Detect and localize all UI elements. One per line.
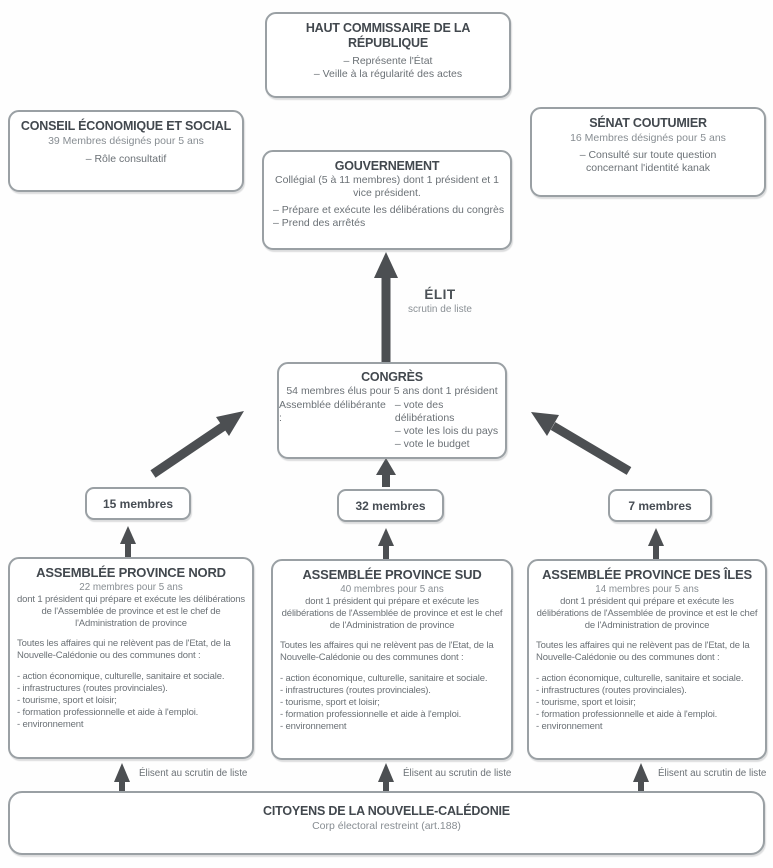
assemblee-nord-scope: Toutes les affaires qui ne relèvent pas de l'Etat, de la Nouvelle-Calédonie ou des communes dont :	[17, 638, 231, 661]
task-item: - tourisme, sport et loisir;	[536, 697, 636, 708]
badge-sud-label: 32 membres	[355, 498, 426, 513]
arrow-congres-to-gouvernement	[374, 252, 398, 362]
assemblee-sud-president: dont 1 président qui prépare et exécute les délibérations de l'Assemblée de province et est le chef de l'Administration de province	[281, 596, 503, 631]
assemblee-nord-members: 22 membres pour 5 ans	[79, 582, 183, 593]
congres-deliberante-row	[279, 399, 505, 451]
elit-sublabel-text: scrutin de liste	[408, 304, 472, 315]
task-item: - formation professionnelle et aide à l'emploi.	[17, 707, 199, 718]
elit-label-text: ÉLIT	[424, 287, 456, 302]
task-item: - infrastructures (routes provinciales).	[536, 685, 687, 696]
task-item: - tourisme, sport et loisir;	[17, 695, 117, 706]
box-assemblee-iles	[527, 559, 767, 760]
congres-votes-list	[395, 399, 505, 451]
box-citoyens	[8, 791, 765, 855]
badge-iles-label: 7 membres	[628, 498, 692, 513]
task-item: - infrastructures (routes provinciales).	[280, 685, 431, 696]
task-item: - action économique, culturelle, sanitaire et sociale.	[536, 673, 744, 684]
badge-nord-label: 15 membres	[102, 496, 174, 511]
congres-vote-item: – vote des délibérations	[394, 399, 455, 424]
arrow-citoyens-to-nord	[114, 763, 130, 791]
arrow-iles-to-congres	[531, 412, 629, 471]
box-gouvernement	[262, 150, 512, 250]
congres-vote-item: – vote le budget	[394, 438, 470, 450]
congres-deliberante-label: Assemblée délibérante :	[279, 399, 386, 424]
badge-sud-membres	[337, 489, 444, 522]
elisent-label-iles: Élisent au scrutin de liste	[658, 768, 767, 779]
badge-iles-membres	[608, 489, 712, 522]
assemblee-iles-title: ASSEMBLÉE PROVINCE DES ÎLES	[542, 567, 752, 582]
task-item: - formation professionnelle et aide à l'emploi.	[280, 709, 462, 720]
task-item: - infrastructures (routes provinciales).	[17, 683, 168, 694]
elit-label	[399, 287, 481, 315]
elisent-label-nord: Élisent au scrutin de liste	[139, 768, 248, 779]
citoyens-title: CITOYENS DE LA NOUVELLE-CALÉDONIE	[263, 804, 510, 818]
gouvernement-subtitle: Collégial (5 à 11 membres) dont 1 président et 1 vice président.	[275, 174, 499, 199]
conseil-item: – Rôle consultatif	[85, 153, 167, 165]
haut-commissaire-item: – Veille à la régularité des actes	[313, 68, 463, 80]
arrow-nord-to-congres	[153, 411, 244, 474]
assemblee-iles-members: 14 membres pour 5 ans	[595, 584, 699, 595]
gouvernement-item: – Prépare et exécute les délibérations du congrès	[273, 204, 505, 216]
arrow-citoyens-to-sud	[378, 763, 394, 791]
conseil-title: CONSEIL ÉCONOMIQUE ET SOCIAL	[20, 119, 232, 133]
assemblee-sud-scope: Toutes les affaires qui ne relèvent pas de l'Etat, de la Nouvelle-Calédonie ou des communes dont :	[280, 640, 494, 663]
congres-subtitle: 54 membres élus pour 5 ans dont 1 président	[286, 385, 498, 397]
assemblee-iles-president: dont 1 président qui prépare et exécute les délibérations de l'Assemblée de province et est le chef de l'Administration de province	[536, 596, 758, 631]
assemblee-nord-title: ASSEMBLÉE PROVINCE NORD	[36, 565, 226, 580]
task-item: - action économique, culturelle, sanitaire et sociale.	[280, 673, 488, 684]
task-item: - environnement	[280, 721, 347, 732]
gouvernement-item: – Prend des arrêtés	[273, 217, 366, 229]
arrow-assemblee-iles-to-badge	[648, 528, 664, 559]
assemblee-sud-title: ASSEMBLÉE PROVINCE SUD	[302, 567, 482, 582]
box-haut-commissaire	[265, 12, 511, 98]
congres-title: CONGRÈS	[361, 370, 423, 384]
haut-commissaire-item: – Représente l'État	[343, 55, 433, 67]
box-senat-coutumier	[530, 107, 766, 197]
assemblee-sud-members: 40 membres pour 5 ans	[340, 584, 444, 595]
citoyens-subtitle: Corp électoral restreint (art.188)	[312, 820, 461, 832]
haut-commissaire-title: HAUT COMMISSAIRE DE LA RÉPUBLIQUE	[305, 21, 471, 50]
senat-item: – Consulté sur toute question concernant l'identité kanak	[579, 149, 717, 174]
task-item: - environnement	[536, 721, 603, 732]
arrow-citoyens-to-iles	[633, 763, 649, 791]
senat-subtitle: 16 Membres désignés pour 5 ans	[570, 132, 726, 144]
box-conseil-economique	[8, 110, 244, 192]
badge-nord-membres	[85, 487, 191, 520]
elisent-label-sud: Élisent au scrutin de liste	[403, 768, 512, 779]
arrow-assemblee-nord-to-badge	[120, 526, 136, 557]
task-item: - environnement	[17, 719, 84, 730]
senat-title: SÉNAT COUTUMIER	[589, 116, 707, 130]
arrow-sud-to-congres	[376, 458, 396, 487]
box-congres	[277, 362, 507, 459]
congres-vote-item: – vote les lois du pays	[394, 425, 499, 437]
task-item: - action économique, culturelle, sanitaire et sociale.	[17, 671, 225, 682]
conseil-subtitle: 39 Membres désignés pour 5 ans	[48, 135, 204, 147]
box-assemblee-nord	[8, 557, 254, 759]
assemblee-nord-president: dont 1 président qui prépare et exécute les délibérations de l'Assemblée de province et est le chef de l'Administration de province	[16, 594, 246, 629]
assemblee-iles-scope: Toutes les affaires qui ne relèvent pas de l'Etat, de la Nouvelle-Calédonie ou des communes dont :	[536, 640, 750, 663]
task-item: - tourisme, sport et loisir;	[280, 697, 380, 708]
task-item: - formation professionnelle et aide à l'emploi.	[536, 709, 718, 720]
arrow-assemblee-sud-to-badge	[378, 528, 394, 559]
gouvernement-title: GOUVERNEMENT	[334, 159, 440, 173]
box-assemblee-sud	[271, 559, 513, 760]
